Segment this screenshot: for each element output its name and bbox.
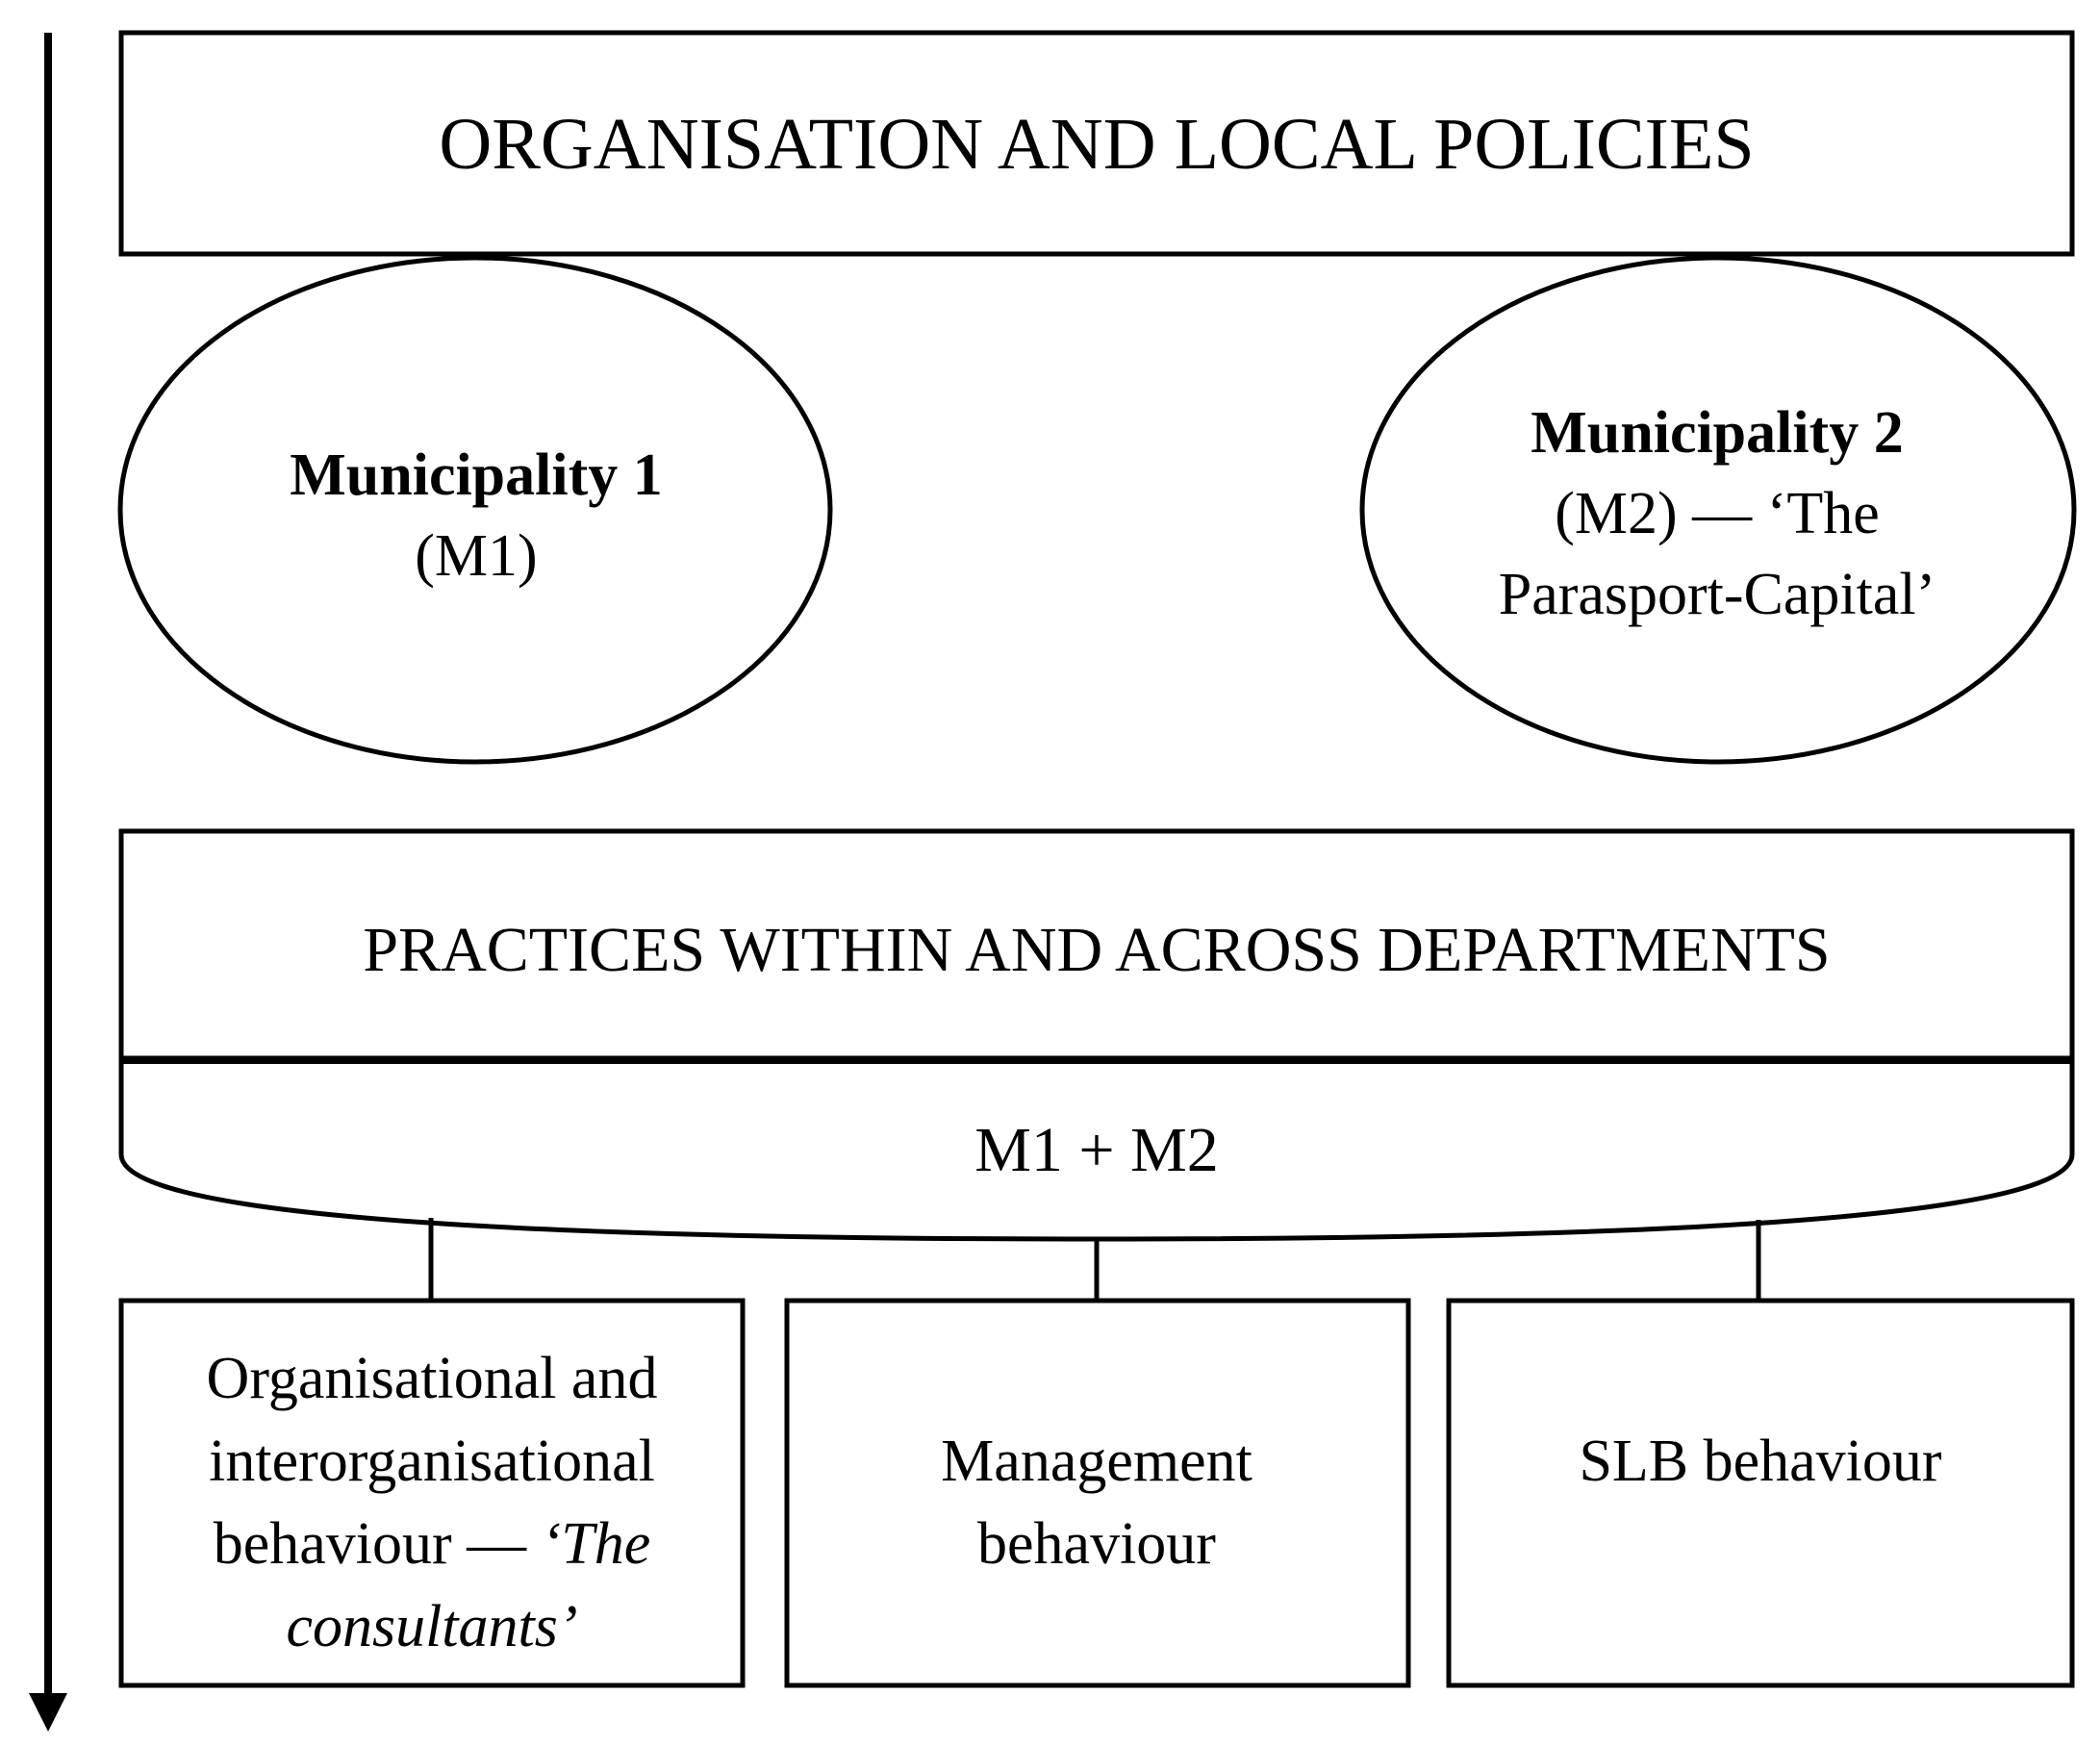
combined-municipalities-label: M1 + M2 bbox=[974, 1115, 1219, 1185]
municipality-1-name: Municipality 1 bbox=[290, 443, 663, 508]
municipality-2-name: Municipality 2 bbox=[1531, 400, 1904, 466]
consultants-quote-end: consultants’ bbox=[286, 1594, 578, 1659]
management-behaviour-line-2: behaviour bbox=[977, 1511, 1216, 1577]
municipality-2-code: (M2) — ‘The bbox=[1555, 481, 1880, 546]
slb-behaviour-label bbox=[1451, 1420, 2070, 1503]
consultants-quote-start: ‘The bbox=[541, 1511, 651, 1577]
municipality-2-label bbox=[1360, 392, 2074, 635]
municipality-1-label bbox=[119, 435, 833, 596]
organisation-policies-title: ORGANISATION AND LOCAL POLICIES bbox=[439, 104, 1755, 185]
slb-behaviour-line-1: SLB behaviour bbox=[1579, 1429, 1942, 1494]
municipality-1-code: (M1) bbox=[415, 523, 538, 589]
organisational-behaviour-label bbox=[123, 1337, 741, 1668]
practices-title: PRACTICES WITHIN AND ACROSS DEPARTMENTS bbox=[363, 915, 1831, 985]
organisational-behaviour-line-1: Organisational and bbox=[206, 1346, 658, 1411]
flow-arrow-head bbox=[29, 1693, 67, 1732]
management-behaviour-label bbox=[789, 1420, 1404, 1585]
organisational-behaviour-line-2: interorganisational bbox=[209, 1429, 655, 1494]
organisational-behaviour-line-3: behaviour — bbox=[213, 1511, 542, 1577]
municipality-2-nickname: Parasport-Capital’ bbox=[1498, 562, 1936, 627]
management-behaviour-line-1: Management bbox=[941, 1429, 1252, 1494]
